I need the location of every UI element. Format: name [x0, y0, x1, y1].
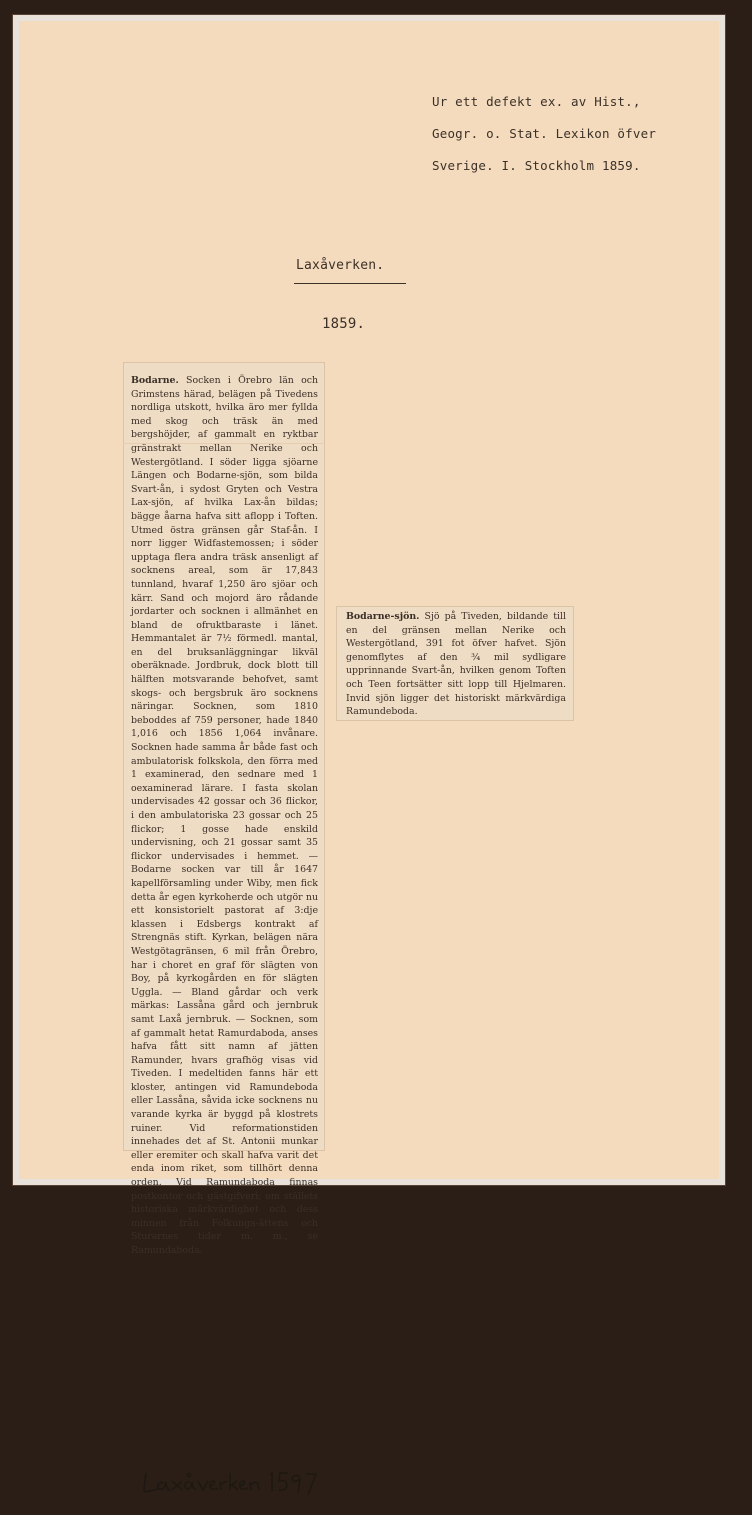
article-bodarne-head: Bodarne. [131, 375, 179, 386]
year-label: 1859. [322, 316, 366, 332]
article-bodarne [131, 374, 318, 1258]
source-note [432, 86, 656, 182]
article-bodarne-sjon-head: Bodarne-sjön. [346, 611, 420, 622]
article-bodarne-sjon [346, 610, 566, 719]
clipping-bodarne-sjon [336, 606, 574, 721]
title-underline [294, 283, 406, 284]
handwritten-signature [124, 1451, 324, 1511]
article-bodarne-sjon-text: Sjö på Tiveden, bildande till en del gränsen mellan Nerike och Westergötland, 391 fot öfver hafvet. Sjön genomflytes af den ¾ mil sydligare upprinnande Svart-ån, hvilken genom Toften och Teen fortsätter sitt lopp till Hjelmaren. Invid sjön ligger det historiskt märkvärdiga Ramundeboda. [346, 611, 567, 718]
source-note-line-1: Ur ett defekt ex. av Hist., [432, 94, 641, 109]
page-title: Laxåverken. [296, 258, 385, 273]
handwritten-label [124, 1451, 324, 1511]
article-bodarne-text: Socken i Örebro län och Grimstens härad, belägen på Tivedens nordliga utskott, hvilka äro mer fyllda med skog och träsk än med bergshöjder, af gammalt en ryktbar gränstrakt mellan Nerike och Westergötland. I söder ligga sjöarne Längen och Bodarne-sjön, som bilda Svart-ån, i sydost Gryten och Vestra Lax-sjön, af hvilka Lax-ån bildas; bägge åarna hafva sitt aflopp i Toften. Utmed östra gränsen går Staf-ån. I norr ligger Widfastemossen; i söder upptaga flera andra träsk ansenligt af socknens areal, som är 17,843 tunnland, hvaraf 1,250 äro sjöar och kärr. Sand och mojord äro rådande jordarter och socknen i allmänhet en bland de ofruktbaraste i länet. Hemmantalet är 7½ förmedl. mantal, en del bruksanläggningar likväl oberäknade. Jordbruk, dock blott till hälften motsvarande behofvet, samt skogs- och bergsbruk äro socknens näringar. Socknen, som 1810 beboddes af 759 personer, hade 1840 1,016 och 1856 1,064 invånare. Socknen hade samma år både fast och ambulatorisk folkskola, den förra med 1 examinerad, den sednare med 1 oexaminerad lärare. I fasta skolan undervisades 42 gossar och 36 flickor, i den ambulatoriska 23 gossar och 25 flickor; 1 gosse hade enskild undervisning, och 21 gossar samt 35 flickor undervisades i hemmet. — Bodarne socken var till år 1647 kapellförsamling under Wiby, men fick detta år egen kyrkoherde och utgör nu ett konsistorielt pastorat af 3:dje klassen i Edsbergs kontrakt af Strengnäs stift. Kyrkan, belägen nära Westgötagränsen, 6 mil från Örebro, har i choret en graf för slägten von Boy, på kyrkogården en för slägten Uggla. — Bland gårdar och verk märkas: Lassåna gård och jernbruk samt Laxå jernbruk. — Socknen, som af gammalt hetat Ramurdaboda, anses hafva fått sitt namn af jätten Ramunder, hvars grafhög visas vid Tiveden. I medeltiden fanns här ett kloster, antingen vid Ramundeboda eller Lassåna, såvida icke socknens nu varande kyrka är byggd på klostrets ruiner. Vid reformationstiden innehades det af St. Antonii munkar eller eremiter och skall hafva varit det enda inom riket, som tillhört denna orden. Vid Ramundaboda finnas postkontor och gästgifveri; om ställets historiska märkvärdighet och dess minnen från Folkunga-ättens och Sturarnes tider m. m., se Ramundaboda. [131, 375, 319, 1256]
clipping-paste-edge [123, 443, 323, 444]
source-note-line-3: Sverige. I. Stockholm 1859. [432, 158, 641, 173]
archive-sheet [12, 14, 726, 1186]
source-note-line-2: Geogr. o. Stat. Lexikon öfver [432, 126, 657, 141]
clipping-bodarne [123, 362, 325, 1256]
